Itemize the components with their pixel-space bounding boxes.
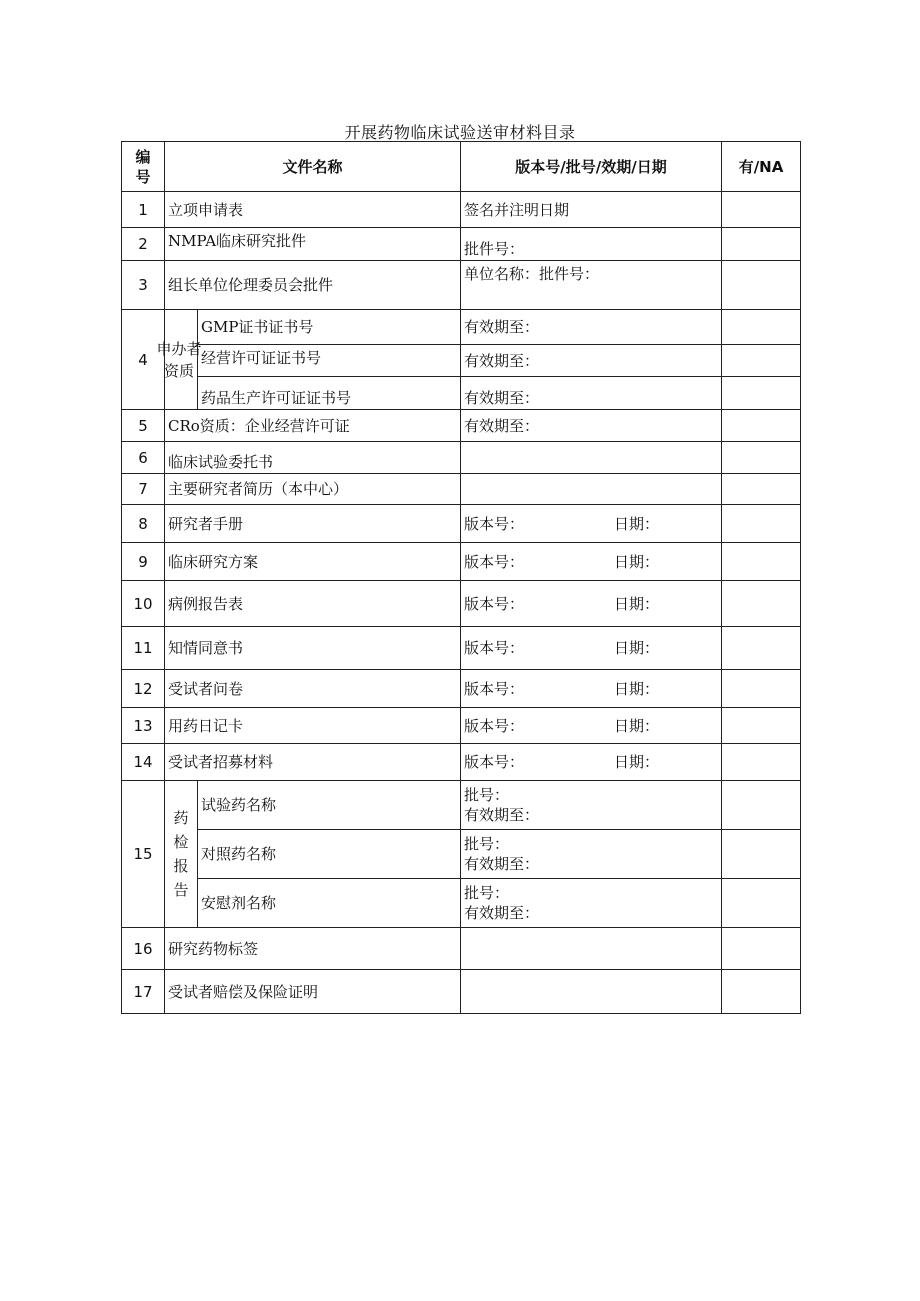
yes-na-cell[interactable]: [722, 192, 801, 228]
table-row: [122, 442, 801, 474]
document-info: [461, 442, 722, 474]
group-label: [156, 310, 202, 410]
document-name: 用药日记卡: [165, 708, 461, 744]
header-yes-na: 有/NA: [722, 142, 801, 192]
sub-document-name: 对照药名称: [198, 830, 461, 879]
sub-document-name: 经营许可证证书号: [198, 345, 461, 377]
version-date-cell: [461, 708, 722, 744]
document-name: NMPA临床研究批件: [165, 228, 461, 261]
header-version: 版本号/批号/效期/日期: [461, 142, 722, 192]
table-row: [122, 970, 801, 1014]
sub-document-name: GMP证书证书号: [198, 310, 461, 345]
header-row: [122, 142, 801, 192]
table-row: [122, 192, 801, 228]
yes-na-cell[interactable]: [722, 442, 801, 474]
document-name: 病例报告表: [165, 581, 461, 627]
yes-na-cell[interactable]: [722, 377, 801, 410]
document-name: 临床试验委托书: [165, 442, 461, 474]
document-name: CRo资质：企业经营许可证: [165, 410, 461, 442]
row-number: 5: [122, 410, 165, 442]
document-info: 批件号：: [461, 228, 722, 261]
document-name: 受试者问卷: [165, 670, 461, 708]
version-label: 版本号：: [464, 639, 525, 657]
batch-expiry-cell: [461, 781, 722, 830]
document-name: 知情同意书: [165, 627, 461, 670]
sub-document-name: 试验药名称: [198, 781, 461, 830]
document-name: 研究者手册: [165, 505, 461, 543]
batch-label: 批号：: [464, 884, 510, 902]
row-number: 13: [122, 708, 165, 744]
version-date-cell: [461, 543, 722, 581]
date-label: 日期：: [614, 594, 660, 613]
document-info: [461, 474, 722, 505]
row-number: 2: [122, 228, 165, 261]
row-number: 10: [122, 581, 165, 627]
table-row: [122, 581, 801, 627]
expiry-label: 有效期至：: [464, 806, 540, 824]
header-name: 文件名称: [165, 142, 461, 192]
row-number: 6: [122, 442, 165, 474]
date-label: 日期：: [614, 639, 660, 657]
row-number: 9: [122, 543, 165, 581]
yes-na-cell[interactable]: [722, 970, 801, 1014]
table-row: [122, 410, 801, 442]
date-label: 日期：: [614, 716, 660, 735]
table-row: [122, 543, 801, 581]
table-row: [122, 670, 801, 708]
version-date-cell: [461, 581, 722, 627]
date-label: 日期：: [614, 514, 660, 533]
document-info: 有效期至：: [461, 410, 722, 442]
yes-na-cell[interactable]: [722, 228, 801, 261]
document-name: 临床研究方案: [165, 543, 461, 581]
group-label-text: 药检报告: [173, 809, 189, 899]
row-number: 1: [122, 192, 165, 228]
document-name: 研究药物标签: [165, 928, 461, 970]
yes-na-cell[interactable]: [722, 543, 801, 581]
row-number: 15: [122, 781, 165, 928]
yes-na-cell[interactable]: [722, 830, 801, 879]
yes-na-cell[interactable]: [722, 310, 801, 345]
yes-na-cell[interactable]: [722, 505, 801, 543]
yes-na-cell[interactable]: [722, 928, 801, 970]
header-no-text: 编号: [135, 147, 151, 186]
date-label: 日期：: [614, 679, 660, 698]
table-row: [122, 310, 801, 345]
table-row: [122, 228, 801, 261]
row-number: 7: [122, 474, 165, 505]
batch-expiry-cell: [461, 879, 722, 928]
version-date-cell: [461, 670, 722, 708]
row-number: 16: [122, 928, 165, 970]
document-name: 组长单位伦理委员会批件: [165, 261, 461, 310]
document-info: 有效期至：: [461, 345, 722, 377]
yes-na-cell[interactable]: [722, 581, 801, 627]
version-date-cell: [461, 505, 722, 543]
document-info: 有效期至：: [461, 377, 722, 410]
version-label: 版本号：: [464, 552, 525, 571]
table-row: [122, 744, 801, 781]
table-row: [122, 708, 801, 744]
document-name: 立项申请表: [165, 192, 461, 228]
yes-na-cell[interactable]: [722, 708, 801, 744]
row-number: 4: [122, 310, 165, 410]
materials-table: [121, 141, 801, 1014]
row-number: 8: [122, 505, 165, 543]
table-row: [122, 505, 801, 543]
yes-na-cell[interactable]: [722, 474, 801, 505]
yes-na-cell[interactable]: [722, 879, 801, 928]
expiry-label: 有效期至：: [464, 904, 540, 922]
table-row: [122, 879, 801, 928]
version-date-cell: [461, 627, 722, 670]
date-label: 日期：: [614, 753, 660, 771]
row-number: 3: [122, 261, 165, 310]
yes-na-cell[interactable]: [722, 670, 801, 708]
header-no: [122, 142, 165, 192]
version-label: 版本号：: [464, 753, 525, 771]
version-label: 版本号：: [464, 594, 525, 613]
document-name: 受试者赔偿及保险证明: [165, 970, 461, 1014]
row-number: 14: [122, 744, 165, 781]
yes-na-cell[interactable]: [722, 781, 801, 830]
sub-document-name: 药品生产许可证证书号: [198, 377, 461, 410]
document-title: 开展药物临床试验送审材料目录: [344, 123, 576, 142]
version-date-cell: [461, 744, 722, 781]
document-info: 有效期至：: [461, 310, 722, 345]
row-number: 17: [122, 970, 165, 1014]
version-label: 版本号：: [464, 716, 525, 735]
batch-label: 批号：: [464, 786, 510, 804]
document-name: 受试者招募材料: [165, 744, 461, 781]
batch-expiry-cell: [461, 830, 722, 879]
group-label: [165, 781, 198, 928]
row-number: 11: [122, 627, 165, 670]
table-row: [122, 928, 801, 970]
yes-na-cell[interactable]: [722, 627, 801, 670]
version-label: 版本号：: [464, 679, 525, 698]
document-info: [461, 928, 722, 970]
group-label-text: 申办者资质: [156, 339, 202, 380]
expiry-label: 有效期至：: [464, 855, 540, 873]
yes-na-cell[interactable]: [722, 261, 801, 310]
yes-na-cell[interactable]: [722, 744, 801, 781]
table-row: [122, 345, 801, 377]
document-info: 签名并注明日期: [461, 192, 722, 228]
row-number: 12: [122, 670, 165, 708]
document-info: 单位名称：批件号：: [461, 261, 722, 310]
yes-na-cell[interactable]: [722, 345, 801, 377]
table-row: [122, 781, 801, 830]
document-info: [461, 970, 722, 1014]
table-row: [122, 830, 801, 879]
table-row: [122, 627, 801, 670]
batch-label: 批号：: [464, 835, 510, 853]
table-row: [122, 474, 801, 505]
table-row: [122, 261, 801, 310]
yes-na-cell[interactable]: [722, 410, 801, 442]
sub-document-name: 安慰剂名称: [198, 879, 461, 928]
date-label: 日期：: [614, 552, 660, 571]
version-label: 版本号：: [464, 514, 525, 533]
document-name: 主要研究者简历（本中心）: [165, 474, 461, 505]
table-row: [122, 377, 801, 410]
